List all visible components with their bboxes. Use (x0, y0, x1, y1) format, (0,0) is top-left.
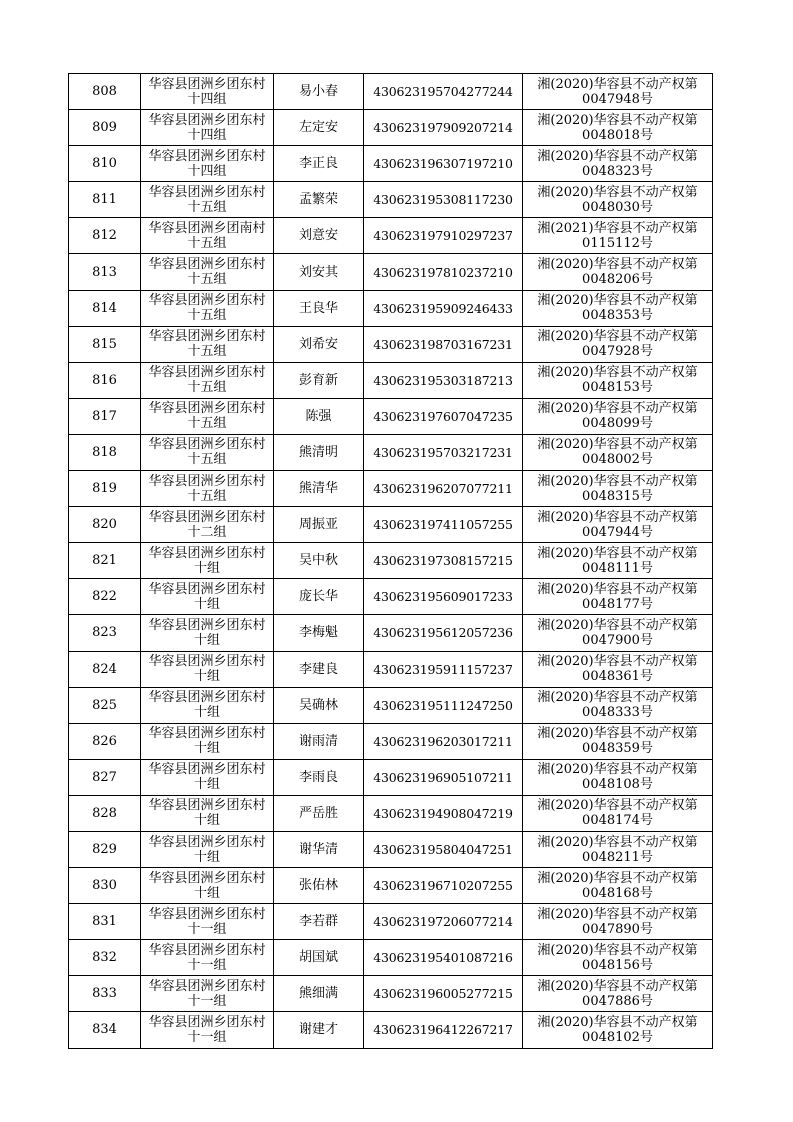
table-row (69, 290, 713, 326)
owner-name-cell: 熊清明 (274, 434, 364, 470)
row-number-cell: 833 (69, 976, 141, 1012)
owner-name-cell: 胡国斌 (274, 940, 364, 976)
owner-name-cell: 周振亚 (274, 507, 364, 543)
id-number-cell: 430623196307197210 (364, 146, 523, 182)
row-number-cell: 815 (69, 326, 141, 362)
table-row (69, 110, 713, 146)
owner-name-cell: 熊清华 (274, 471, 364, 507)
id-number-cell: 430623195909246433 (364, 290, 523, 326)
owner-name-cell: 刘安其 (274, 254, 364, 290)
id-number-cell: 430623197810237210 (364, 254, 523, 290)
table-row (69, 362, 713, 398)
certificate-number-cell: 湘(2020)华容县不动产权第0048168号 (523, 868, 713, 904)
owner-name-cell: 李若群 (274, 904, 364, 940)
row-number-cell: 812 (69, 218, 141, 254)
owner-name-cell: 左定安 (274, 110, 364, 146)
id-number-cell: 430623195308117230 (364, 182, 523, 218)
owner-name-cell: 李雨良 (274, 759, 364, 795)
id-number-cell: 430623195703217231 (364, 434, 523, 470)
address-cell: 华容县团洲乡团东村十组 (141, 868, 274, 904)
address-cell: 华容县团洲乡团东村十组 (141, 579, 274, 615)
address-cell: 华容县团洲乡团东村十组 (141, 723, 274, 759)
owner-name-cell: 刘希安 (274, 326, 364, 362)
table-row (69, 579, 713, 615)
row-number-cell: 830 (69, 868, 141, 904)
certificate-number-cell: 湘(2020)华容县不动产权第0048174号 (523, 795, 713, 831)
id-number-cell: 430623195804047251 (364, 831, 523, 867)
certificate-number-cell: 湘(2020)华容县不动产权第0048153号 (523, 362, 713, 398)
owner-name-cell: 吴中秋 (274, 543, 364, 579)
id-number-cell: 430623195303187213 (364, 362, 523, 398)
id-number-cell: 430623195704277244 (364, 74, 523, 110)
table-row (69, 904, 713, 940)
owner-name-cell: 张佑林 (274, 868, 364, 904)
id-number-cell: 430623196710207255 (364, 868, 523, 904)
table-row (69, 254, 713, 290)
certificate-number-cell: 湘(2020)华容县不动产权第0048361号 (523, 651, 713, 687)
row-number-cell: 828 (69, 795, 141, 831)
id-number-cell: 430623196203017211 (364, 723, 523, 759)
table-row (69, 1012, 713, 1048)
certificate-number-cell: 湘(2020)华容县不动产权第0048206号 (523, 254, 713, 290)
certificate-number-cell: 湘(2020)华容县不动产权第0047928号 (523, 326, 713, 362)
row-number-cell: 823 (69, 615, 141, 651)
table-row (69, 146, 713, 182)
id-number-cell: 430623197607047235 (364, 398, 523, 434)
address-cell: 华容县团洲乡团东村十一组 (141, 940, 274, 976)
row-number-cell: 817 (69, 398, 141, 434)
address-cell: 华容县团洲乡团东村十五组 (141, 326, 274, 362)
owner-name-cell: 谢华清 (274, 831, 364, 867)
id-number-cell: 430623195401087216 (364, 940, 523, 976)
row-number-cell: 821 (69, 543, 141, 579)
table-row (69, 218, 713, 254)
certificate-number-cell: 湘(2021)华容县不动产权第0115112号 (523, 218, 713, 254)
property-registry-table (68, 73, 713, 1049)
id-number-cell: 430623195612057236 (364, 615, 523, 651)
table-row (69, 940, 713, 976)
row-number-cell: 824 (69, 651, 141, 687)
certificate-number-cell: 湘(2020)华容县不动产权第0048002号 (523, 434, 713, 470)
certificate-number-cell: 湘(2020)华容县不动产权第0048099号 (523, 398, 713, 434)
table-row (69, 759, 713, 795)
id-number-cell: 430623197308157215 (364, 543, 523, 579)
id-number-cell: 430623196905107211 (364, 759, 523, 795)
owner-name-cell: 陈强 (274, 398, 364, 434)
owner-name-cell: 王良华 (274, 290, 364, 326)
certificate-number-cell: 湘(2020)华容县不动产权第0048156号 (523, 940, 713, 976)
address-cell: 华容县团洲乡团南村十五组 (141, 218, 274, 254)
address-cell: 华容县团洲乡团东村十一组 (141, 1012, 274, 1048)
row-number-cell: 814 (69, 290, 141, 326)
row-number-cell: 832 (69, 940, 141, 976)
certificate-number-cell: 湘(2020)华容县不动产权第0047948号 (523, 74, 713, 110)
address-cell: 华容县团洲乡团东村十五组 (141, 398, 274, 434)
certificate-number-cell: 湘(2020)华容县不动产权第0048315号 (523, 471, 713, 507)
certificate-number-cell: 湘(2020)华容县不动产权第0048018号 (523, 110, 713, 146)
id-number-cell: 430623198703167231 (364, 326, 523, 362)
address-cell: 华容县团洲乡团东村十五组 (141, 362, 274, 398)
address-cell: 华容县团洲乡团东村十组 (141, 795, 274, 831)
row-number-cell: 831 (69, 904, 141, 940)
row-number-cell: 822 (69, 579, 141, 615)
address-cell: 华容县团洲乡团东村十组 (141, 543, 274, 579)
address-cell: 华容县团洲乡团东村十组 (141, 831, 274, 867)
address-cell: 华容县团洲乡团东村十四组 (141, 146, 274, 182)
address-cell: 华容县团洲乡团东村十组 (141, 759, 274, 795)
certificate-number-cell: 湘(2020)华容县不动产权第0048102号 (523, 1012, 713, 1048)
table-row (69, 543, 713, 579)
table-row (69, 326, 713, 362)
table-row (69, 398, 713, 434)
certificate-number-cell: 湘(2020)华容县不动产权第0048333号 (523, 687, 713, 723)
row-number-cell: 810 (69, 146, 141, 182)
id-number-cell: 430623197910297237 (364, 218, 523, 254)
id-number-cell: 430623196207077211 (364, 471, 523, 507)
address-cell: 华容县团洲乡团东村十五组 (141, 254, 274, 290)
row-number-cell: 818 (69, 434, 141, 470)
table-row (69, 687, 713, 723)
owner-name-cell: 熊细满 (274, 976, 364, 1012)
row-number-cell: 819 (69, 471, 141, 507)
table-row (69, 868, 713, 904)
owner-name-cell: 易小春 (274, 74, 364, 110)
table-row (69, 74, 713, 110)
row-number-cell: 809 (69, 110, 141, 146)
table-row (69, 976, 713, 1012)
owner-name-cell: 谢建才 (274, 1012, 364, 1048)
certificate-number-cell: 湘(2020)华容县不动产权第0047890号 (523, 904, 713, 940)
certificate-number-cell: 湘(2020)华容县不动产权第0048108号 (523, 759, 713, 795)
table-row (69, 651, 713, 687)
certificate-number-cell: 湘(2020)华容县不动产权第0048353号 (523, 290, 713, 326)
row-number-cell: 811 (69, 182, 141, 218)
row-number-cell: 813 (69, 254, 141, 290)
owner-name-cell: 刘意安 (274, 218, 364, 254)
certificate-number-cell: 湘(2020)华容县不动产权第0048359号 (523, 723, 713, 759)
table-row (69, 182, 713, 218)
address-cell: 华容县团洲乡团东村十一组 (141, 904, 274, 940)
certificate-number-cell: 湘(2020)华容县不动产权第0048211号 (523, 831, 713, 867)
id-number-cell: 430623197411057255 (364, 507, 523, 543)
certificate-number-cell: 湘(2020)华容县不动产权第0048030号 (523, 182, 713, 218)
id-number-cell: 430623194908047219 (364, 795, 523, 831)
table-row (69, 434, 713, 470)
id-number-cell: 430623195609017233 (364, 579, 523, 615)
certificate-number-cell: 湘(2020)华容县不动产权第0048323号 (523, 146, 713, 182)
certificate-number-cell: 湘(2020)华容县不动产权第0047900号 (523, 615, 713, 651)
registry-table-page (68, 73, 712, 1049)
table-row (69, 471, 713, 507)
address-cell: 华容县团洲乡团东村十二组 (141, 507, 274, 543)
address-cell: 华容县团洲乡团东村十四组 (141, 74, 274, 110)
address-cell: 华容县团洲乡团东村十一组 (141, 976, 274, 1012)
address-cell: 华容县团洲乡团东村十五组 (141, 471, 274, 507)
owner-name-cell: 彭育新 (274, 362, 364, 398)
table-row (69, 507, 713, 543)
owner-name-cell: 吴确林 (274, 687, 364, 723)
address-cell: 华容县团洲乡团东村十组 (141, 615, 274, 651)
certificate-number-cell: 湘(2020)华容县不动产权第0048177号 (523, 579, 713, 615)
address-cell: 华容县团洲乡团东村十五组 (141, 434, 274, 470)
owner-name-cell: 孟繁荣 (274, 182, 364, 218)
row-number-cell: 826 (69, 723, 141, 759)
row-number-cell: 816 (69, 362, 141, 398)
owner-name-cell: 李正良 (274, 146, 364, 182)
row-number-cell: 827 (69, 759, 141, 795)
owner-name-cell: 庞长华 (274, 579, 364, 615)
row-number-cell: 825 (69, 687, 141, 723)
row-number-cell: 820 (69, 507, 141, 543)
id-number-cell: 430623197206077214 (364, 904, 523, 940)
table-row (69, 831, 713, 867)
certificate-number-cell: 湘(2020)华容县不动产权第0047886号 (523, 976, 713, 1012)
certificate-number-cell: 湘(2020)华容县不动产权第0048111号 (523, 543, 713, 579)
address-cell: 华容县团洲乡团东村十组 (141, 651, 274, 687)
address-cell: 华容县团洲乡团东村十组 (141, 687, 274, 723)
owner-name-cell: 严岳胜 (274, 795, 364, 831)
row-number-cell: 829 (69, 831, 141, 867)
table-body (69, 74, 713, 1049)
row-number-cell: 834 (69, 1012, 141, 1048)
id-number-cell: 430623196412267217 (364, 1012, 523, 1048)
address-cell: 华容县团洲乡团东村十五组 (141, 182, 274, 218)
owner-name-cell: 李建良 (274, 651, 364, 687)
table-row (69, 723, 713, 759)
row-number-cell: 808 (69, 74, 141, 110)
table-row (69, 615, 713, 651)
id-number-cell: 430623195111247250 (364, 687, 523, 723)
address-cell: 华容县团洲乡团东村十五组 (141, 290, 274, 326)
owner-name-cell: 李梅魁 (274, 615, 364, 651)
id-number-cell: 430623197909207214 (364, 110, 523, 146)
address-cell: 华容县团洲乡团东村十四组 (141, 110, 274, 146)
table-row (69, 795, 713, 831)
certificate-number-cell: 湘(2020)华容县不动产权第0047944号 (523, 507, 713, 543)
owner-name-cell: 谢雨清 (274, 723, 364, 759)
id-number-cell: 430623196005277215 (364, 976, 523, 1012)
id-number-cell: 430623195911157237 (364, 651, 523, 687)
